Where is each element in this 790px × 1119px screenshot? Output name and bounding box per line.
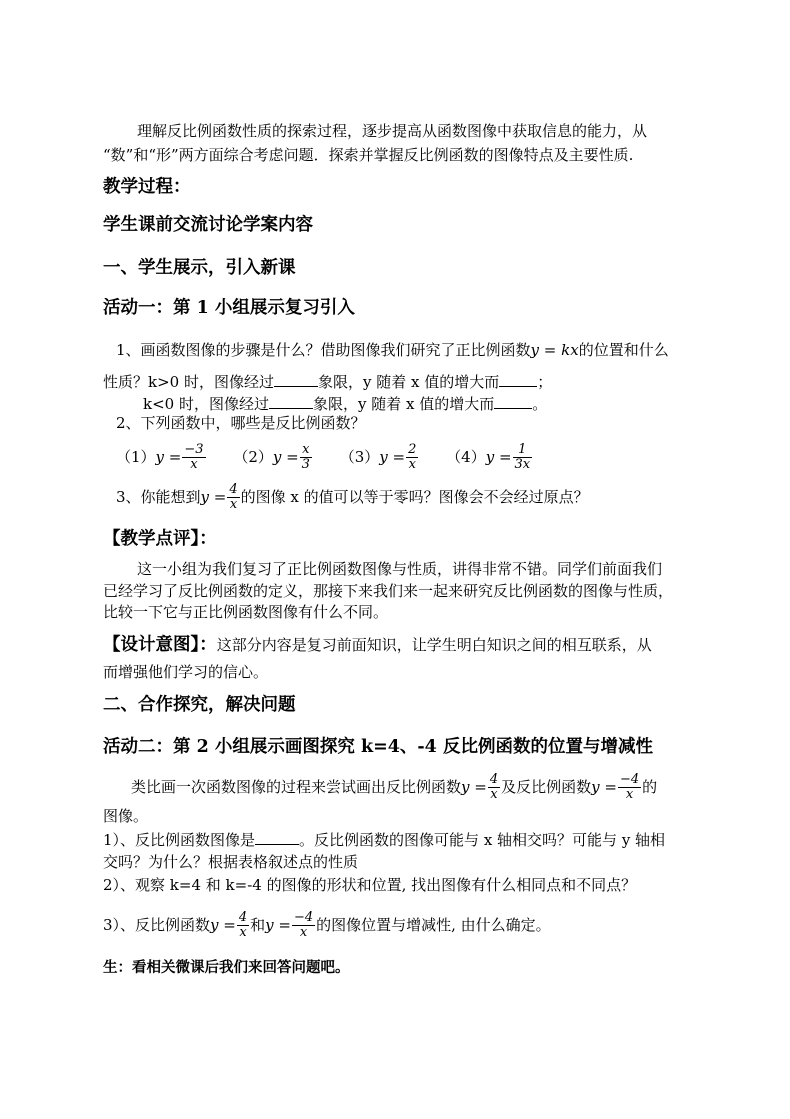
option-4: （4） y = $\frac{1}{3x}$	[446, 441, 531, 472]
question-2: 2、下列函数中，哪些是反比例函数？	[116, 414, 366, 432]
point-2: 2）、观察 k=4 和 k=-4 的图像的形状和位置, 找出图像有什么相同点和不同点？	[103, 876, 637, 894]
point-1-line-1: 1）、反比例函数图像是 。反比例函数的图像可能与 x 轴相交吗？可能与 y 轴相	[103, 831, 666, 849]
fraction: $\frac{-4}{x}$	[619, 771, 640, 802]
activity2-intro-line-2: 图像。	[103, 807, 149, 825]
fraction: $\frac{2}{x}$	[408, 441, 417, 472]
question-1-line-3: k<0 时，图像经过 象限，y 随着 x 值的增大而 。	[143, 395, 548, 413]
heading-discussion: 学生课前交流讨论学案内容	[103, 215, 313, 235]
option-1: （1） y = $\frac{-3}{x}$	[116, 441, 204, 472]
intro-line-2: “数”和“形”两方面综合考虑问题．探索并掌握反比例函数的图像特点及主要性质.	[103, 146, 634, 164]
heading-comment: 【教学点评】：	[103, 529, 217, 549]
answer-blank[interactable]	[269, 394, 313, 409]
fraction: $\frac{-4}{x}$	[293, 909, 314, 940]
fraction: $\frac{4}{x}$	[229, 481, 238, 512]
direct-proportion-equation: y = kx	[530, 341, 579, 359]
activity2-intro: 类比画一次函数图像的过程来尝试画出反比例函数 y = $\frac{4}{x}$ 及反比例函数 y = $\frac{-4}{x}$ 的	[131, 771, 658, 802]
question-2-options	[116, 436, 533, 476]
heading-process: 教学过程：	[103, 177, 191, 197]
heading-part2: 二、合作探究，解决问题	[103, 695, 296, 715]
fraction: $\frac{x}{3}$	[301, 441, 310, 472]
fraction: $\frac{1}{3x}$	[514, 441, 531, 472]
question-1-line-2: 性质？k>0 时，图像经过 象限，y 随着 x 值的增大而 ；	[103, 373, 553, 391]
fraction: $\frac{4}{x}$	[489, 771, 499, 802]
intro-line-1: 理解反比例函数性质的探索过程，逐步提高从函数图像中获取信息的能力，从	[137, 122, 648, 140]
design-line-1: 【设计意图】：这部分内容是复习前面知识，让学生明白知识之间的相互联系，从	[103, 635, 652, 655]
option-2: （2） y = $\frac{x}{3}$	[233, 441, 310, 472]
fraction: $\frac{-3}{x}$	[184, 441, 204, 472]
point-1-line-2: 交吗？为什么？根据表格叙述点的性质	[103, 853, 359, 871]
comment-line-1: 这一小组为我们复习了正比例函数图像与性质，讲得非常不错。同学们前面我们	[137, 560, 663, 578]
answer-blank[interactable]	[255, 830, 299, 845]
heading-activity2: 活动二：第 2 小组展示画图探究 k=4、-4 反比例函数的位置与增减性	[103, 737, 653, 757]
heading-design: 【设计意图】：	[103, 635, 217, 655]
answer-blank[interactable]	[494, 394, 532, 409]
design-line-2: 而增强他们学习的信心。	[103, 663, 269, 681]
answer-blank[interactable]	[499, 372, 537, 387]
question-1-line-1: 1、画函数图像的步骤是什么？借助图像我们研究了正比例函数y = kx的位置和什么	[116, 341, 669, 359]
student-response: 生：看相关微课后我们来回答问题吧。	[103, 959, 350, 976]
heading-activity1: 活动一：第 1 小组展示复习引入	[103, 298, 355, 318]
heading-part1: 一、学生展示，引入新课	[103, 258, 296, 278]
comment-line-2: 已经学习了反比例函数的定义，那接下来我们来一起来研究反比例函数的图像与性质，	[103, 582, 674, 600]
fraction: $\frac{4}{x}$	[238, 909, 248, 940]
answer-blank[interactable]	[274, 372, 318, 387]
question-3: 3、你能想到 y = $\frac{4}{x}$ 的图像 x 的值可以等于零吗？图像会不会经过原点？	[116, 481, 589, 512]
option-3: （3） y = $\frac{2}{x}$	[339, 441, 417, 472]
point-3: 3）、反比例函数 y = $\frac{4}{x}$ 和 y = $\frac{-4}{x}$ 的图像位置与增减性, 由什么确定。	[103, 909, 551, 940]
comment-line-3: 比较一下它与正比例函数图像有什么不同。	[103, 603, 389, 621]
